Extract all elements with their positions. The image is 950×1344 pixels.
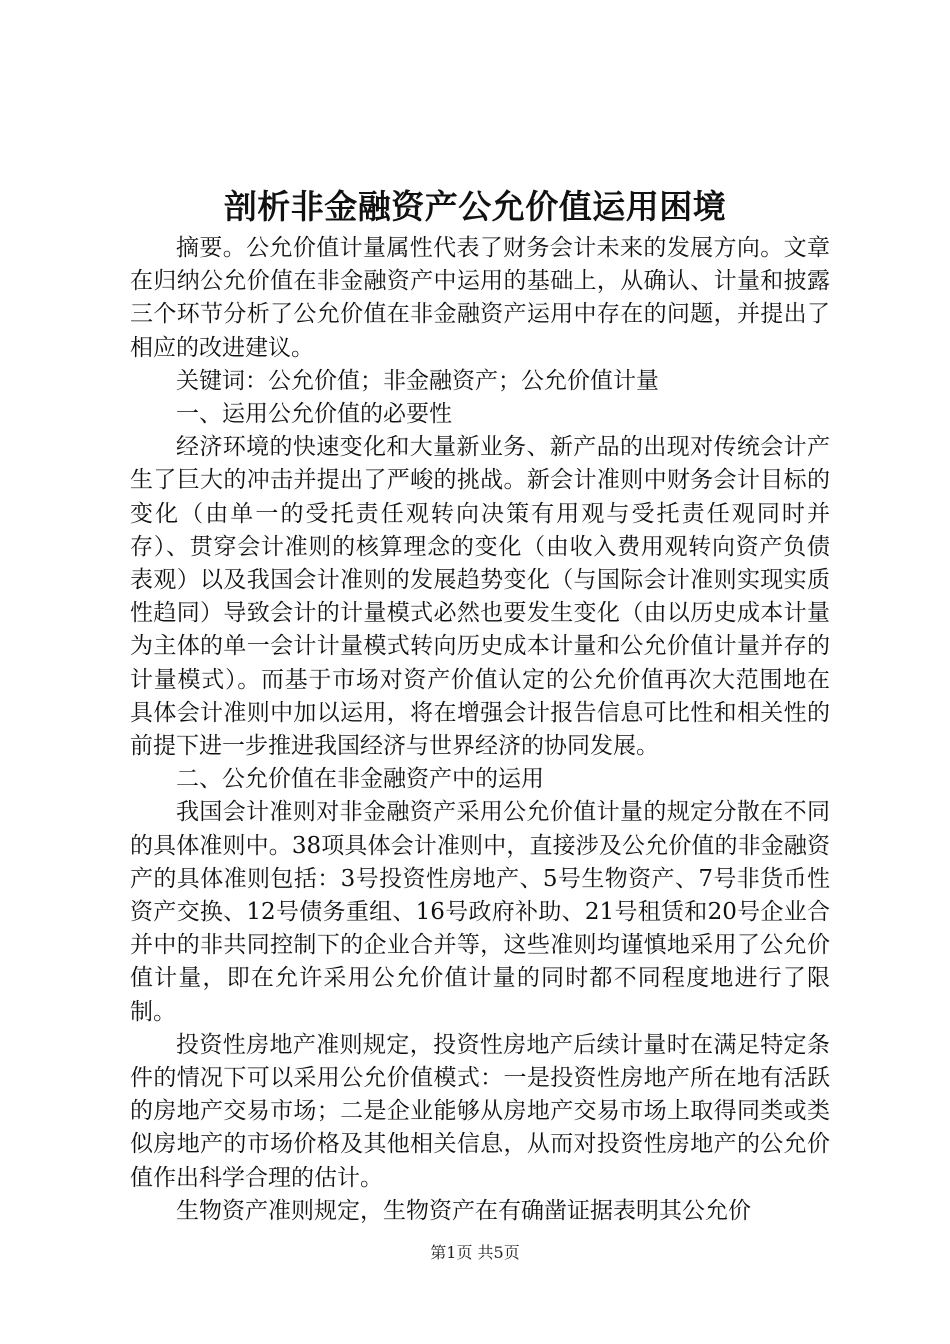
- body-paragraph: 经济环境的快速变化和大量新业务、新产品的出现对传统会计产生了巨大的冲击并提出了严峻的挑战。新会计准则中财务会计目标的变化（由单一的受托责任观转向决策有用观与受托责任观同时并存）、贯穿会计准则的核算理念的变化（由收入费用观转向资产负债表观）以及我国会计准则的发展趋势变化（与国际会计准则实现实质性趋同）导致会计的计量模式必然也要发生变化（由以历史成本计量为主体的单一会计计量模式转向历史成本计量和公允价值计量并存的计量模式）。而基于市场对资产价值认定的公允价值再次大范围地在具体会计准则中加以运用，将在增强会计报告信息可比性和相关性的前提下进一步推进我国经济与世界经济的协同发展。: [130, 434, 830, 760]
- body-paragraph: 我国会计准则对非金融资产采用公允价值计量的规定分散在不同的具体准则中。38项具体会计准则中，直接涉及公允价值的非金融资产的具体准则包括：3号投资性房地产、5号生物资产、7号非货币性资产交换、12号债务重组、16号政府补助、21号租赁和20号企业合并中的非共同控制下的企业合并等，这些准则均谨慎地采用了公允价值计量，即在允许采用公允价值计量的同时都不同程度地进行了限制。: [130, 799, 830, 1025]
- body-paragraph: 生物资产准则规定，生物资产在有确凿证据表明其公允价: [176, 1197, 751, 1224]
- keywords-paragraph: 关键词：公允价值；非金融资产；公允价值计量: [176, 367, 659, 394]
- section-heading-1: 一、运用公允价值的必要性: [176, 401, 452, 428]
- document-body: [130, 232, 830, 1228]
- document-title: 剖析非金融资产公允价值运用困境: [223, 187, 727, 226]
- page-number-footer: 第1页 共5页: [430, 1243, 520, 1262]
- body-paragraph: 投资性房地产准则规定，投资性房地产后续计量时在满足特定条件的情况下可以采用公允价值模式：一是投资性房地产所在地有活跃的房地产交易市场；二是企业能够从房地产交易市场上取得同类或类似房地产的市场价格及其他相关信息，从而对投资性房地产的公允价值作出科学合理的估计。: [130, 1031, 830, 1191]
- section-heading-2: 二、公允价值在非金融资产中的运用: [176, 766, 544, 793]
- abstract-paragraph: 摘要。公允价值计量属性代表了财务会计未来的发展方向。文章在归纳公允价值在非金融资产中运用的基础上，从确认、计量和披露三个环节分析了公允价值在非金融资产运用中存在的问题，并提出了相应的改进建议。: [130, 235, 830, 361]
